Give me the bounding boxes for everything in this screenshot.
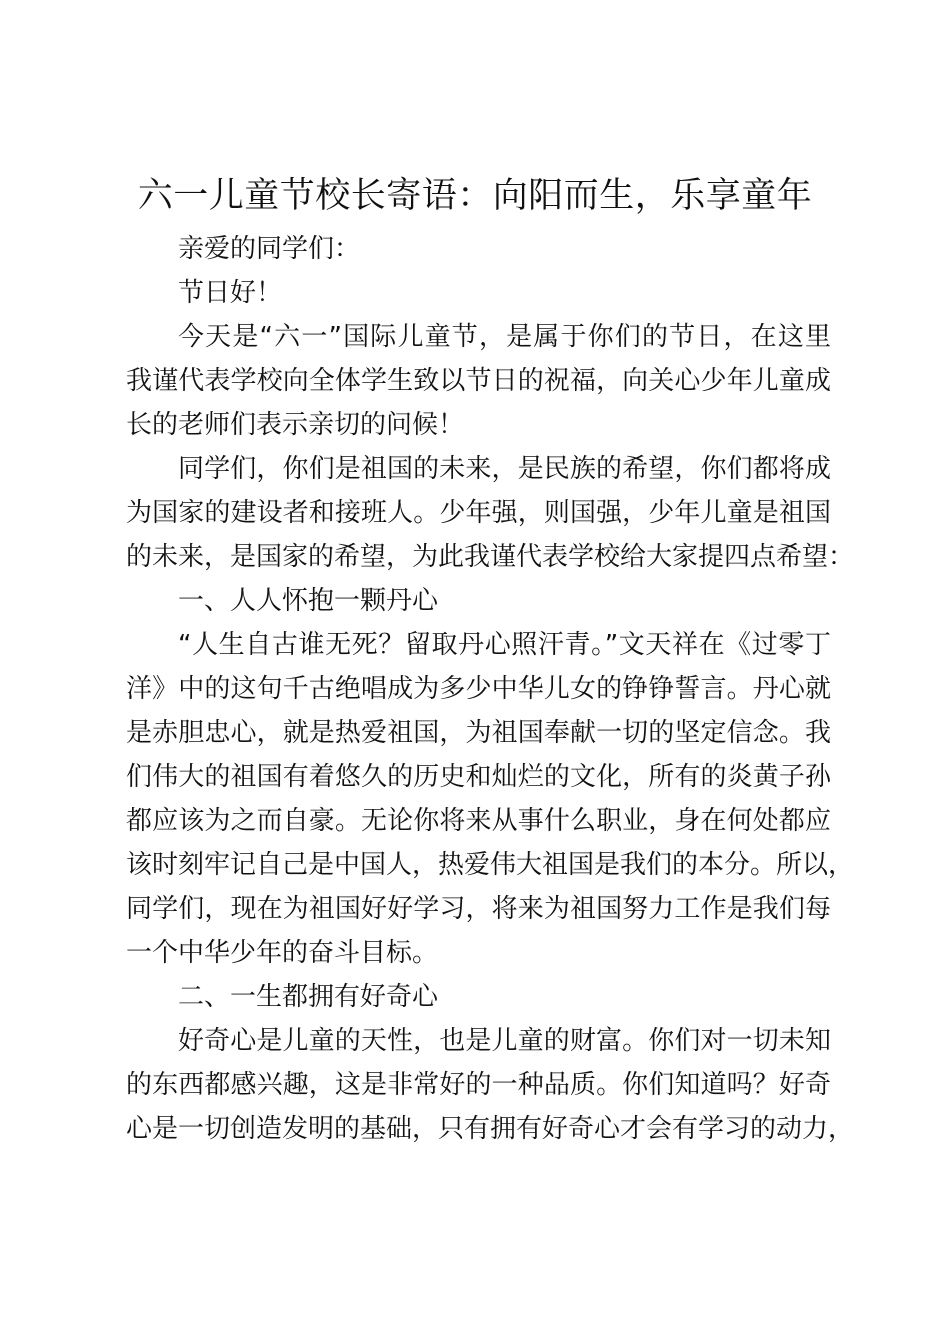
text-line: 洋》中的这句千古绝唱成为多少中华儿女的铮铮誓言。丹心就: [126, 674, 831, 704]
text-line: 该时刻牢记自己是中国人，热爱伟大祖国是我们的本分。所以，: [126, 850, 855, 880]
text-line: 一、人人怀抱一颗丹心: [178, 586, 439, 616]
document-title: 六一儿童节校长寄语：向阳而生，乐享童年: [137, 176, 813, 216]
text-line: 好奇心是儿童的天性，也是儿童的财富。你们对一切未知: [178, 1026, 831, 1056]
text-line: 二、一生都拥有好奇心: [178, 982, 439, 1012]
text-line: 心是一切创造发明的基础，只有拥有好奇心才会有学习的动力，: [126, 1114, 855, 1144]
text-line: 同学们，你们是祖国的未来，是民族的希望，你们都将成: [178, 454, 831, 484]
text-line: 亲爱的同学们：: [178, 234, 361, 264]
text-line: 们伟大的祖国有着悠久的历史和灿烂的文化，所有的炎黄子孙: [126, 762, 831, 792]
text-line: 为国家的建设者和接班人。少年强，则国强，少年儿童是祖国: [126, 498, 831, 528]
text-line: 我谨代表学校向全体学生致以节日的祝福，向关心少年儿童成: [126, 366, 831, 396]
document-body: [126, 227, 855, 1151]
text-line: 的未来，是国家的希望，为此我谨代表学校给大家提四点希望：: [126, 542, 855, 572]
text-line: 是赤胆忠心，就是热爱祖国，为祖国奉献一切的坚定信念。我: [126, 718, 831, 748]
text-line: 一个中华少年的奋斗目标。: [126, 938, 439, 968]
text-line: 都应该为之而自豪。无论你将来从事什么职业，身在何处都应: [126, 806, 831, 836]
text-line: “人生自古谁无死？留取丹心照汗青。”文天祥在《过零丁: [178, 630, 831, 660]
text-line: 同学们，现在为祖国好好学习，将来为祖国努力工作是我们每: [126, 894, 831, 924]
text-line: 长的老师们表示亲切的问候！: [126, 410, 465, 440]
text-line: 今天是“六一”国际儿童节，是属于你们的节日，在这里: [178, 322, 831, 352]
text-line: 节日好！: [178, 278, 283, 308]
text-line: 的东西都感兴趣，这是非常好的一种品质。你们知道吗？好奇: [126, 1070, 831, 1100]
